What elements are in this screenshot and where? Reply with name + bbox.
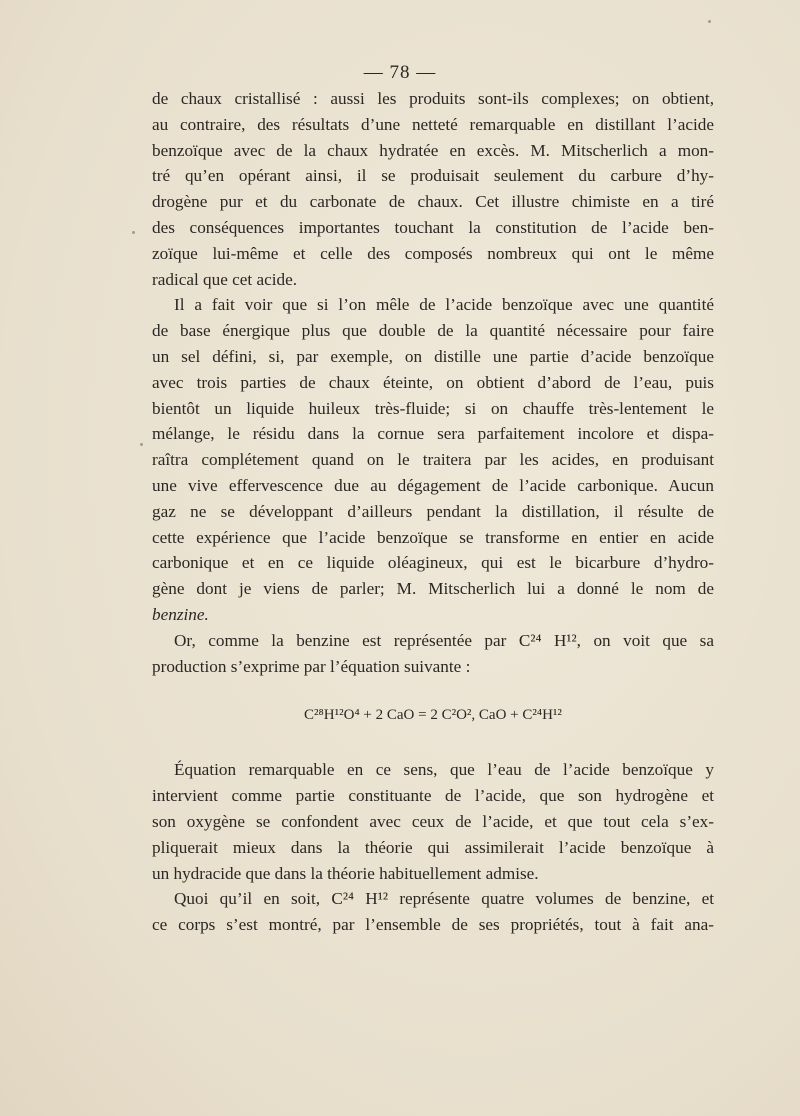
text-line: Il a fait voir que si l’on mêle de l’acide benzoïque avec une quantité xyxy=(174,295,714,315)
text-line: raîtra complétement quand on le traitera par les acides, en produisant xyxy=(152,450,714,470)
text-line: benzine. xyxy=(152,604,209,624)
paper-speck xyxy=(708,20,711,23)
text-line: pliquerait mieux dans la théorie qui assimilerait l’acide benzoïque à xyxy=(152,837,714,857)
paragraph-group-top xyxy=(152,86,714,679)
text-line: mélange, le résidu dans la cornue sera parfaitement incolore et dispa- xyxy=(152,424,714,444)
text-line: de base énergique plus que double de la quantité nécessaire pour faire xyxy=(152,321,714,341)
text-line: production s’exprime par l’équation suivante : xyxy=(152,656,471,676)
paragraph-group-bottom xyxy=(152,757,714,938)
text-line: bientôt un liquide huileux très-fluide; si on chauffe très-lentement le xyxy=(152,398,714,418)
text-line: radical que cet acide. xyxy=(152,269,298,289)
text-line: au contraire, des résultats d’une netteté remarquable en distillant l’acide xyxy=(152,114,714,134)
text-line: un hydracide que dans la théorie habituellement admise. xyxy=(152,863,539,883)
text-line: drogène pur et du carbonate de chaux. Cet illustre chimiste en a tiré xyxy=(152,192,714,212)
text-line: son oxygène se confondent avec ceux de l’acide, et que tout cela s’ex- xyxy=(152,811,714,831)
paper-speck xyxy=(140,443,143,446)
text-line: Équation remarquable en ce sens, que l’eau de l’acide benzoïque y xyxy=(174,760,714,780)
text-line: zoïque lui-même et celle des composés nombreux qui ont le même xyxy=(152,243,714,263)
body-text xyxy=(152,86,714,938)
text-line: benzoïque avec de la chaux hydratée en excès. M. Mitscherlich a mon- xyxy=(152,140,714,160)
text-line: gaz ne se développant d’ailleurs pendant la distillation, il résulte de xyxy=(152,501,714,521)
text-line: un sel défini, si, par exemple, on distille une partie d’acide benzoïque xyxy=(152,346,714,366)
text-line: ce corps s’est montré, par l’ensemble de ses propriétés, tout à fait ana- xyxy=(152,915,714,935)
text-line: carbonique et en ce liquide oléagineux, qui est le bicarbure d’hydro- xyxy=(152,553,714,573)
text-line: gène dont je viens de parler; M. Mitscherlich lui a donné le nom de xyxy=(152,579,714,599)
text-line: avec trois parties de chaux éteinte, on obtient d’abord de l’eau, puis xyxy=(152,372,714,392)
chemical-equation: C²⁸H¹²O⁴ + 2 CaO = 2 C²O², CaO + C²⁴H¹² xyxy=(304,707,562,724)
text-line: cette expérience que l’acide benzoïque se transforme en entier en acide xyxy=(152,527,714,547)
text-line: une vive effervescence due au dégagement de l’acide carbonique. Aucun xyxy=(152,475,714,495)
text-line: de chaux cristallisé : aussi les produits sont-ils complexes; on obtient, xyxy=(152,89,714,108)
text-line: intervient comme partie constituante de l’acide, que son hydrogène et xyxy=(152,786,714,806)
text-line: Quoi qu’il en soit, C²⁴ H¹² représente quatre volumes de benzine, et xyxy=(174,889,714,909)
text-line: des conséquences importantes touchant la constitution de l’acide ben- xyxy=(152,217,714,237)
text-line: tré qu’en opérant ainsi, il se produisait seulement du carbure d’hy- xyxy=(152,166,714,186)
paper-speck xyxy=(132,231,135,234)
page-number: — 78 — xyxy=(363,62,437,83)
text-line: Or, comme la benzine est représentée par C²⁴ H¹², on voit que sa xyxy=(174,630,714,650)
